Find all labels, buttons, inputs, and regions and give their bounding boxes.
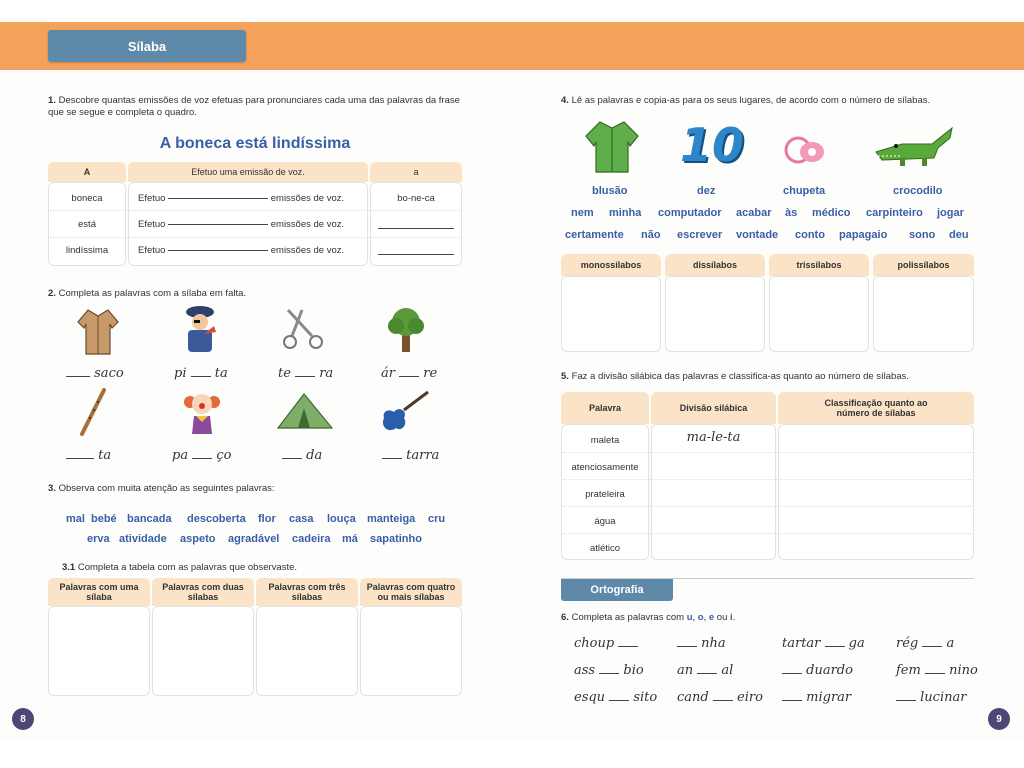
- q4-word: médico: [812, 207, 851, 219]
- q4-word: escrever: [677, 229, 723, 241]
- tree-icon: [384, 304, 428, 354]
- q2-word-7: da: [282, 448, 322, 463]
- q4-picture-label-2: dez: [697, 185, 716, 197]
- q4-word: carpinteiro: [866, 207, 923, 219]
- q3-word: sapatinho: [370, 533, 422, 545]
- q4-word: sono: [909, 229, 936, 241]
- number-ten-icon: 10: [680, 118, 745, 172]
- q3-col-2[interactable]: [152, 606, 254, 696]
- q1-header-a2: a: [370, 162, 462, 182]
- q6-word: tartar ga: [782, 636, 865, 651]
- q6-word: an al: [677, 663, 734, 678]
- q3-word: casa: [289, 513, 314, 525]
- q2-word-4: ár re: [381, 366, 438, 381]
- q4-picture-label-1: blusão: [592, 185, 628, 197]
- q3-word: mal: [66, 513, 85, 525]
- q5-word-1: maleta: [590, 434, 620, 446]
- q2-word-2: pi ta: [174, 366, 228, 381]
- q4-word: conto: [795, 229, 825, 241]
- q1-header-a: A: [48, 162, 126, 182]
- q1-header-emission: Efetuo uma emissão de voz.: [128, 162, 368, 182]
- q1-answer-2[interactable]: [378, 228, 454, 229]
- clown-icon: [182, 388, 222, 436]
- q1-blank-3[interactable]: [168, 250, 268, 251]
- q1-row-1: Efetuo emissões de voz.: [138, 192, 345, 204]
- q3-word: cru: [428, 513, 446, 525]
- q3-col-4[interactable]: [360, 606, 462, 696]
- q4-picture-label-3: chupeta: [783, 185, 826, 197]
- q4-word: não: [641, 229, 661, 241]
- q2-word-3: te ra: [278, 366, 334, 381]
- q5-header-word: Palavra: [561, 392, 649, 424]
- q4-col-2[interactable]: [665, 276, 765, 352]
- q5-instruction: 5. Faz a divisão silábica das palavras e classifica-as quanto ao número de sílabas.: [561, 371, 910, 382]
- q3-word: agradável: [228, 533, 280, 545]
- q3-word: má: [342, 533, 358, 545]
- q3-word: descoberta: [187, 513, 246, 525]
- q4-picture-label-4: crocodilo: [893, 185, 943, 197]
- q4-word: jogar: [937, 207, 964, 219]
- q3-col-1[interactable]: [48, 606, 150, 696]
- pirate-icon: [180, 304, 220, 356]
- q4-word: deu: [949, 229, 969, 241]
- q2-word-8: tarra: [382, 448, 439, 463]
- q3-word: aspeto: [180, 533, 216, 545]
- q6-word: cand eiro: [677, 690, 763, 705]
- q4-word: acabar: [736, 207, 772, 219]
- q1-blank-2[interactable]: [168, 224, 268, 225]
- q4-word: certamente: [565, 229, 624, 241]
- q1-sentence: A boneca está lindíssima: [159, 135, 351, 152]
- q5-word-3: prateleira: [585, 488, 625, 500]
- q4-instruction: 4. Lê as palavras e copia-as para os seus lugares, de acordo com o número de sílabas.: [561, 95, 931, 106]
- q4-header-1: monossílabos: [561, 254, 661, 276]
- q4-word: papagaio: [839, 229, 888, 241]
- q6-word: ass bio: [574, 663, 644, 678]
- q6-instruction: 6. Completa as palavras com u, o, e ou i.: [561, 612, 736, 623]
- q3-header-2: Palavras com duas sílabas: [152, 578, 254, 606]
- flute-icon: [76, 388, 110, 438]
- q4-word: nem: [571, 207, 594, 219]
- q2-word-6: pa ço: [172, 448, 232, 463]
- q1-instruction: 1. Descobre quantas emissões de voz efetuas para pronunciares cada uma das palavras da frase que se segue e completa o quadro.: [48, 95, 460, 118]
- q3-1-instruction: 3.1 Completa a tabela com as palavras que observaste.: [62, 562, 298, 573]
- section-title: Sílaba: [48, 30, 246, 62]
- q1-answer-3[interactable]: [378, 254, 454, 255]
- q5-header-class: Classificação quanto ao número de sílabas: [778, 392, 974, 424]
- q6-word: migrar: [782, 690, 851, 705]
- q4-word: minha: [609, 207, 642, 219]
- q5-header-division: Divisão silábica: [651, 392, 776, 424]
- q6-word: choup: [574, 636, 638, 651]
- q5-word-5: atlético: [589, 542, 621, 554]
- q5-word-2: atenciosamente: [571, 461, 639, 473]
- q3-word: flor: [258, 513, 276, 525]
- q5-word-4: água: [594, 515, 616, 527]
- page-number-right: 9: [988, 708, 1010, 730]
- q1-blank-1[interactable]: [168, 198, 268, 199]
- q3-word: atividade: [119, 533, 167, 545]
- q3-header-3: Palavras com três sílabas: [256, 578, 358, 606]
- q5-division-1: ma-le-ta: [686, 430, 741, 445]
- q1-word-3: lindíssima: [65, 244, 109, 256]
- q2-word-1: saco: [66, 366, 124, 381]
- q6-word: duardo: [782, 663, 853, 678]
- q2-instruction: 2. Completa as palavras com a sílaba em falta.: [48, 288, 247, 299]
- q4-word: computador: [658, 207, 722, 219]
- crocodile-icon: [872, 118, 956, 172]
- q4-col-3[interactable]: [769, 276, 869, 352]
- ortografia-title: Ortografia: [561, 579, 673, 601]
- q3-instruction: 3. Observa com muita atenção as seguintes palavras:: [48, 483, 275, 494]
- q6-word: rég a: [896, 636, 955, 651]
- tent-icon: [274, 390, 336, 432]
- q3-word: louça: [327, 513, 356, 525]
- q1-word-2: está: [78, 218, 96, 230]
- page-number-left: 8: [12, 708, 34, 730]
- q4-header-2: dissílabos: [665, 254, 765, 276]
- q6-word: fem nino: [896, 663, 978, 678]
- q3-col-3[interactable]: [256, 606, 358, 696]
- q4-col-4[interactable]: [873, 276, 974, 352]
- q5-col-class[interactable]: [778, 424, 974, 560]
- q3-word: bebé: [91, 513, 117, 525]
- q6-word: lucinar: [896, 690, 966, 705]
- q3-word: cadeira: [292, 533, 331, 545]
- q3-word: bancada: [127, 513, 172, 525]
- q4-word: às: [785, 207, 798, 219]
- jacket-icon: [582, 118, 642, 174]
- q1-row-2: Efetuo emissões de voz.: [138, 218, 345, 230]
- q1-word-1: boneca: [71, 192, 103, 204]
- q2-word-5: ta: [66, 448, 111, 463]
- pacifier-icon: [782, 128, 828, 172]
- guitar-icon: [378, 388, 432, 434]
- coat-icon: [74, 306, 122, 356]
- q3-header-1: Palavras com uma sílaba: [48, 578, 150, 606]
- q3-header-4: Palavras com quatro ou mais sílabas: [360, 578, 462, 606]
- q4-header-4: polissílabos: [873, 254, 974, 276]
- q4-header-3: trissílabos: [769, 254, 869, 276]
- q6-word: nha: [677, 636, 726, 651]
- q3-word: manteiga: [367, 513, 416, 525]
- q6-word: esqu sito: [574, 690, 658, 705]
- q4-col-1[interactable]: [561, 276, 661, 352]
- q4-word: vontade: [736, 229, 779, 241]
- q1-answer-1: bo-ne-ca: [397, 192, 435, 204]
- q3-word: erva: [87, 533, 110, 545]
- scissors-icon: [282, 306, 326, 350]
- q1-row-3: Efetuo emissões de voz.: [138, 244, 345, 256]
